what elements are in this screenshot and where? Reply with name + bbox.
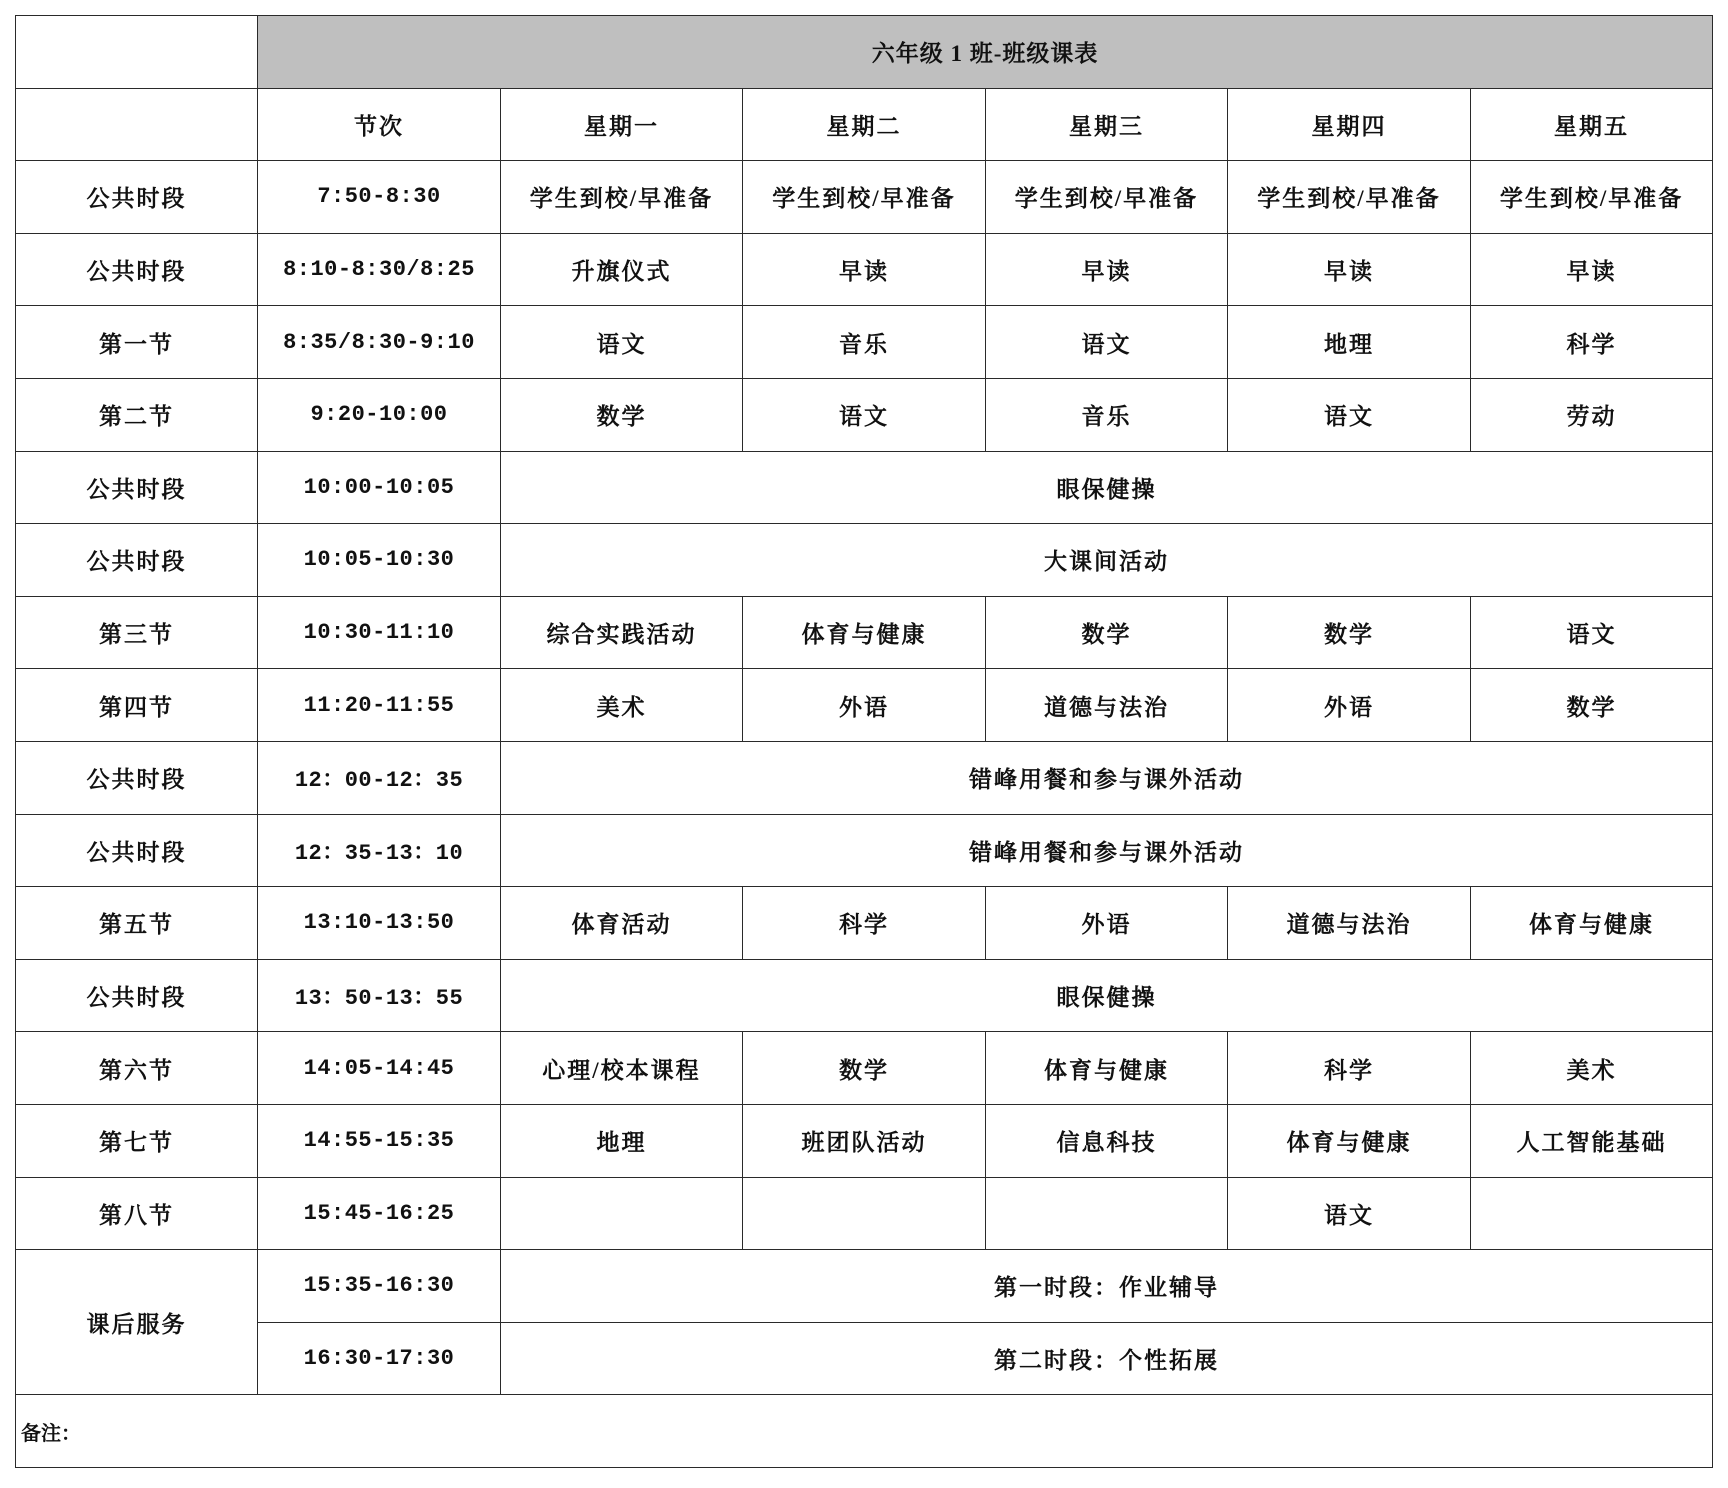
day-header-tuesday: 星期二 [743,88,986,161]
time-cell: 8:10-8:30/8:25 [258,233,501,306]
time-cell: 14:55-15:35 [258,1104,501,1177]
class-cell: 早读 [743,233,986,306]
all-days-activity-cell: 眼保健操 [501,959,1713,1032]
class-cell: 劳动 [1471,378,1713,451]
schedule-row [16,161,1713,234]
title-row [16,16,1713,89]
class-cell [1471,1177,1713,1250]
class-cell: 学生到校/早准备 [743,161,986,234]
row-label: 公共时段 [16,741,258,814]
class-cell: 美术 [501,669,743,742]
corner-cell [16,16,258,89]
class-cell: 学生到校/早准备 [1228,161,1471,234]
class-cell: 学生到校/早准备 [501,161,743,234]
schedule-row [16,741,1713,814]
after-school-row [16,1250,1713,1323]
class-cell: 音乐 [743,306,986,379]
class-cell: 体育活动 [501,887,743,960]
row-label: 第八节 [16,1177,258,1250]
after-school-activity-cell: 第一时段：作业辅导 [501,1250,1713,1323]
period-header: 节次 [258,88,501,161]
class-cell: 外语 [1228,669,1471,742]
class-cell: 学生到校/早准备 [1471,161,1713,234]
after-school-activity-cell: 第二时段：个性拓展 [501,1322,1713,1395]
class-cell [743,1177,986,1250]
class-cell: 道德与法治 [1228,887,1471,960]
class-cell [501,1177,743,1250]
schedule-row [16,596,1713,669]
class-cell: 体育与健康 [743,596,986,669]
class-cell: 科学 [1471,306,1713,379]
header-row [16,88,1713,161]
class-cell: 数学 [743,1032,986,1105]
class-cell: 数学 [1228,596,1471,669]
class-cell: 早读 [1228,233,1471,306]
row-label: 公共时段 [16,814,258,887]
time-cell: 10:00-10:05 [258,451,501,524]
time-cell: 13：50-13：55 [258,959,501,1032]
class-cell: 早读 [1471,233,1713,306]
all-days-activity-cell: 眼保健操 [501,451,1713,524]
class-cell: 信息科技 [986,1104,1228,1177]
class-cell: 体育与健康 [1471,887,1713,960]
schedule-row [16,1032,1713,1105]
all-days-activity-cell: 错峰用餐和参与课外活动 [501,814,1713,887]
row-label: 公共时段 [16,233,258,306]
class-cell: 语文 [1471,596,1713,669]
class-cell: 体育与健康 [986,1032,1228,1105]
time-cell: 14:05-14:45 [258,1032,501,1105]
row-label: 第六节 [16,1032,258,1105]
note-row [16,1395,1713,1468]
time-cell: 8:35/8:30-9:10 [258,306,501,379]
schedule-title: 六年级 1 班-班级课表 [258,16,1713,89]
class-cell: 语文 [501,306,743,379]
schedule-row [16,1177,1713,1250]
class-cell: 数学 [1471,669,1713,742]
time-cell: 16:30-17:30 [258,1322,501,1395]
time-cell: 11:20-11:55 [258,669,501,742]
schedule-row [16,814,1713,887]
class-cell: 科学 [743,887,986,960]
all-days-activity-cell: 错峰用餐和参与课外活动 [501,741,1713,814]
time-cell: 15:35-16:30 [258,1250,501,1323]
row-label: 公共时段 [16,451,258,524]
time-cell: 9:20-10:00 [258,378,501,451]
header-corner-cell [16,88,258,161]
class-cell: 道德与法治 [986,669,1228,742]
class-cell: 语文 [1228,378,1471,451]
class-cell: 语文 [1228,1177,1471,1250]
row-label: 第五节 [16,887,258,960]
row-label: 第一节 [16,306,258,379]
day-header-friday: 星期五 [1471,88,1713,161]
time-cell: 10:05-10:30 [258,524,501,597]
day-header-monday: 星期一 [501,88,743,161]
class-cell: 综合实践活动 [501,596,743,669]
schedule-row [16,378,1713,451]
day-header-wednesday: 星期三 [986,88,1228,161]
day-header-thursday: 星期四 [1228,88,1471,161]
class-cell: 学生到校/早准备 [986,161,1228,234]
schedule-row [16,451,1713,524]
row-label: 第四节 [16,669,258,742]
class-cell: 数学 [986,596,1228,669]
class-cell: 地理 [1228,306,1471,379]
after-school-row [16,1322,1713,1395]
schedule-row [16,959,1713,1032]
class-cell: 心理/校本课程 [501,1032,743,1105]
note-label: 备注： [16,1395,1713,1468]
class-cell [986,1177,1228,1250]
row-label: 第二节 [16,378,258,451]
class-cell: 数学 [501,378,743,451]
time-cell: 12：00-12：35 [258,741,501,814]
class-cell: 语文 [986,306,1228,379]
schedule-row [16,669,1713,742]
class-cell: 班团队活动 [743,1104,986,1177]
class-cell: 科学 [1228,1032,1471,1105]
class-cell: 语文 [743,378,986,451]
row-label: 第三节 [16,596,258,669]
class-cell: 体育与健康 [1228,1104,1471,1177]
class-cell: 外语 [986,887,1228,960]
class-cell: 早读 [986,233,1228,306]
all-days-activity-cell: 大课间活动 [501,524,1713,597]
row-label: 公共时段 [16,959,258,1032]
schedule-row [16,1104,1713,1177]
time-cell: 10:30-11:10 [258,596,501,669]
time-cell: 13:10-13:50 [258,887,501,960]
schedule-row [16,524,1713,597]
row-label: 第七节 [16,1104,258,1177]
class-schedule-table [15,15,1713,1468]
class-cell: 外语 [743,669,986,742]
schedule-row [16,306,1713,379]
schedule-row [16,887,1713,960]
class-cell: 美术 [1471,1032,1713,1105]
time-cell: 7:50-8:30 [258,161,501,234]
row-label: 公共时段 [16,524,258,597]
time-cell: 15:45-16:25 [258,1177,501,1250]
class-cell: 地理 [501,1104,743,1177]
time-cell: 12：35-13：10 [258,814,501,887]
row-label: 公共时段 [16,161,258,234]
class-cell: 音乐 [986,378,1228,451]
after-school-label: 课后服务 [16,1250,258,1395]
class-cell: 人工智能基础 [1471,1104,1713,1177]
class-cell: 升旗仪式 [501,233,743,306]
schedule-row [16,233,1713,306]
